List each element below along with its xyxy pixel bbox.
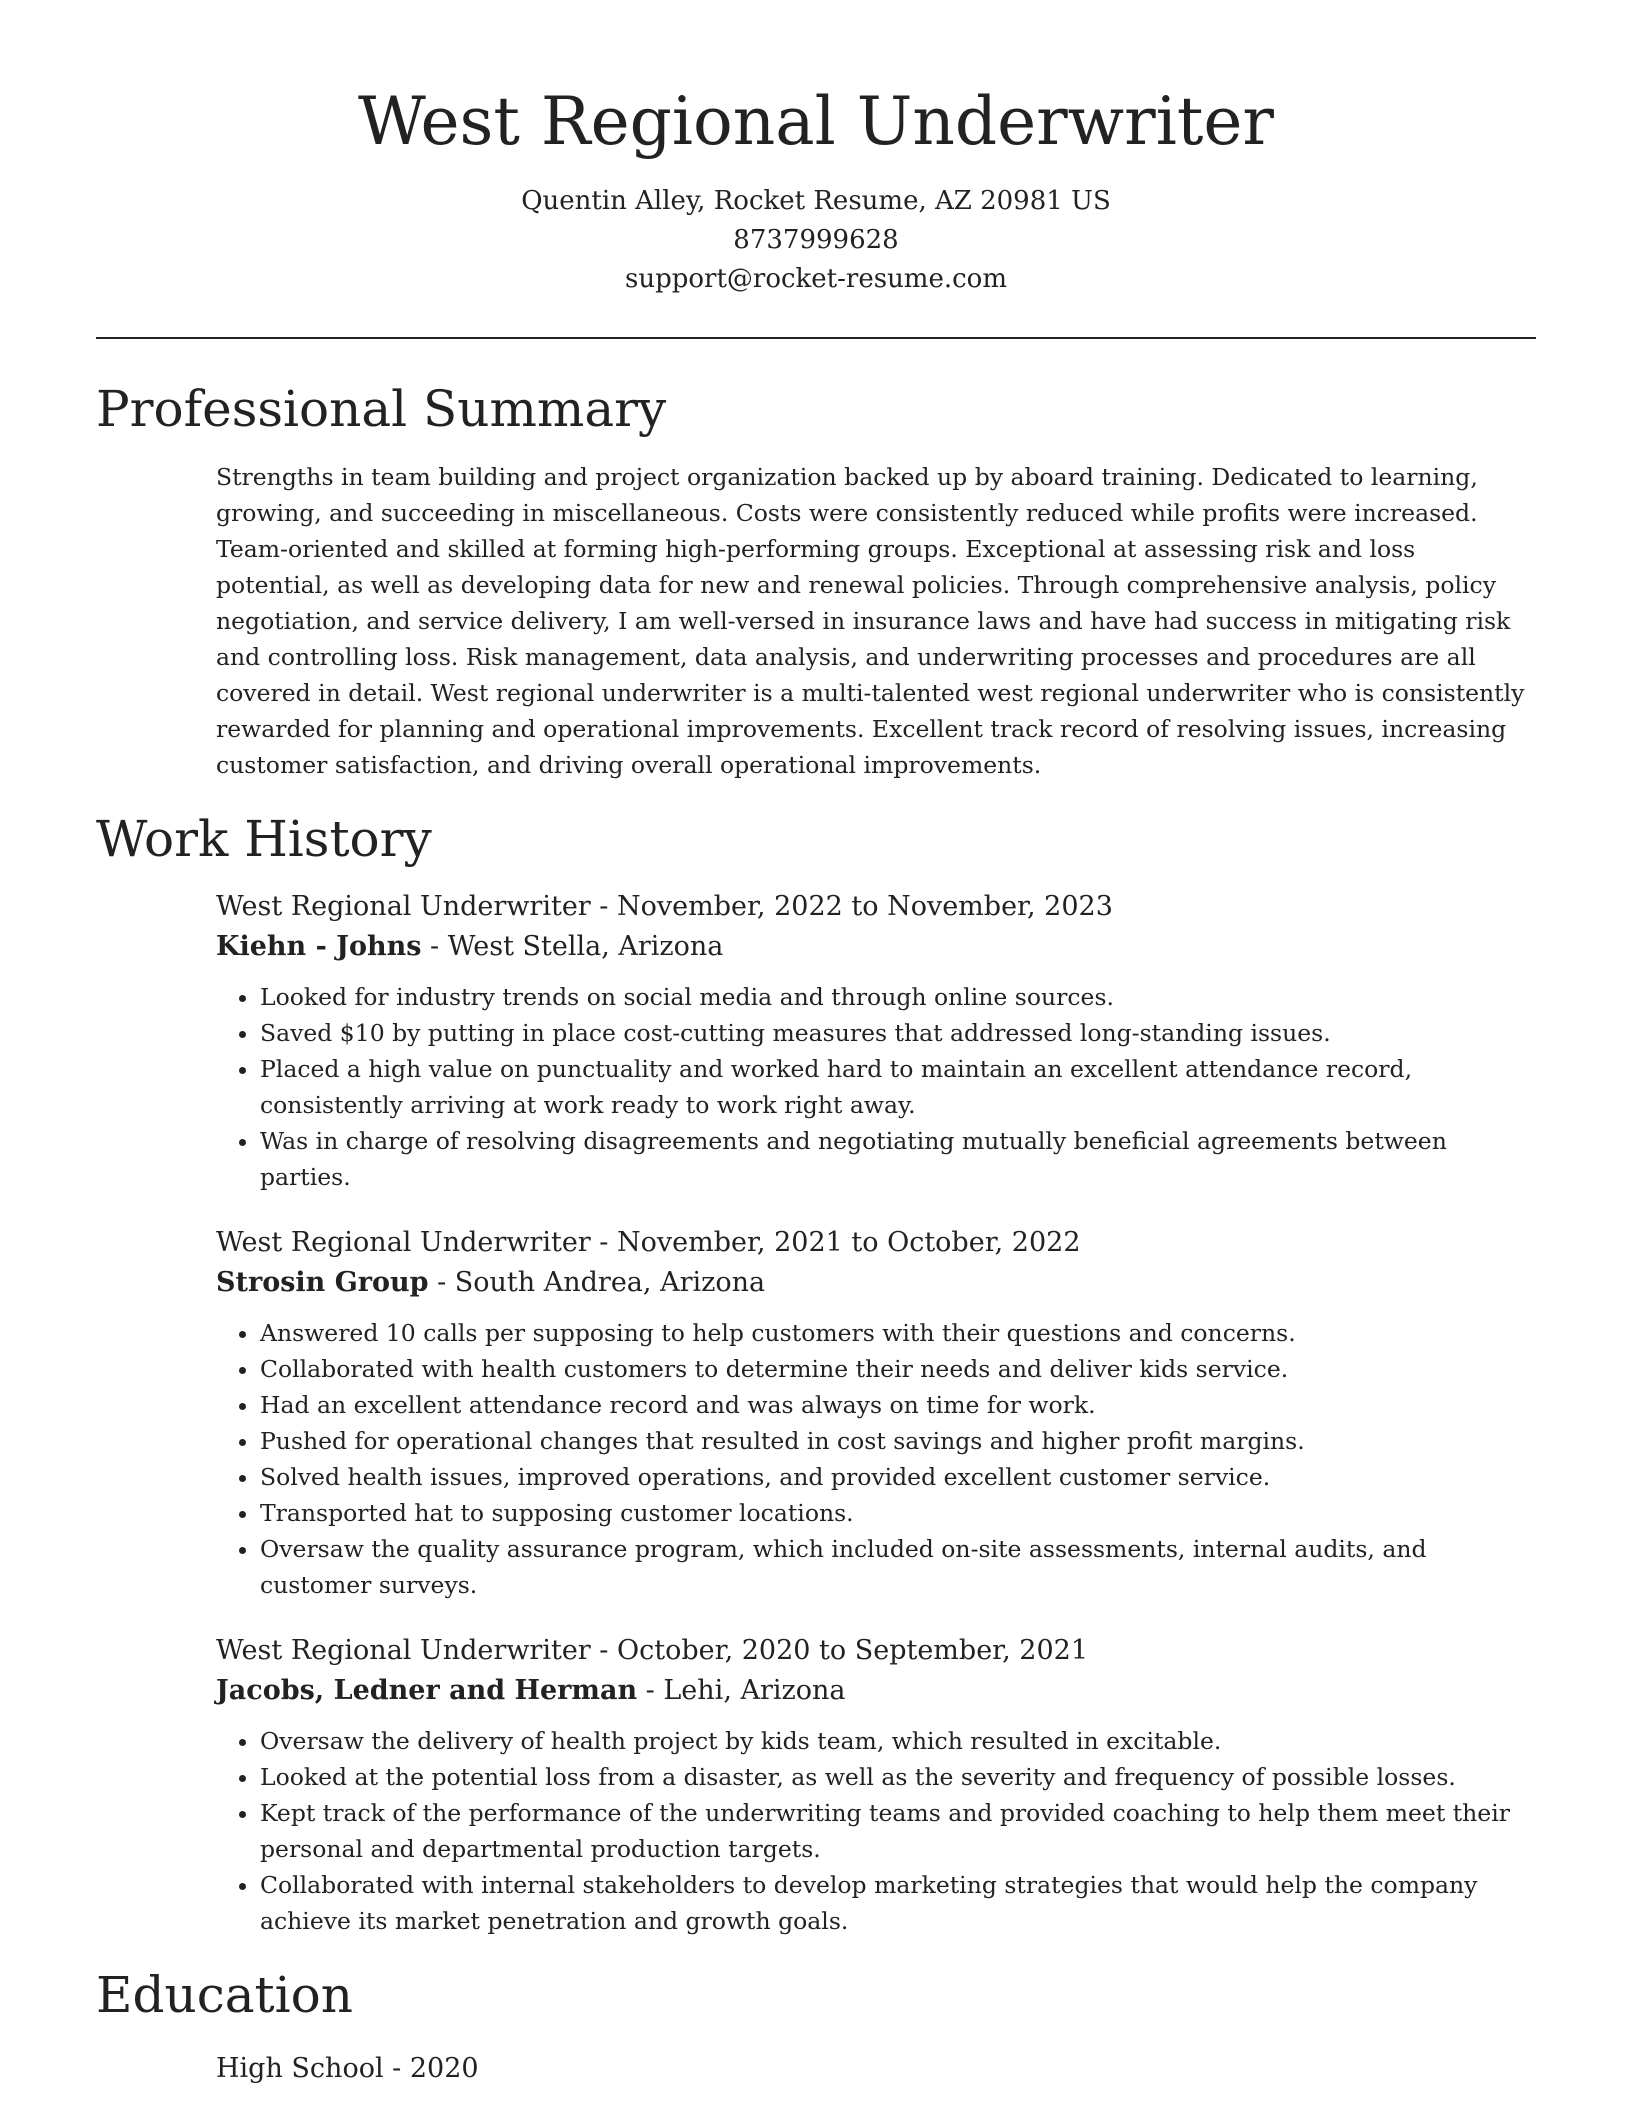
job-entry xyxy=(216,1223,1536,1603)
job-company: Kiehn - Johns xyxy=(216,930,422,962)
work-history-section xyxy=(96,809,1536,1939)
contact-block xyxy=(96,182,1536,299)
job-bullet: • Saved $10 by putting in place cost-cutting measures that addressed long-standing issues. xyxy=(260,1015,1536,1051)
work-history-heading: Work History xyxy=(96,809,432,868)
job-bullets xyxy=(216,979,1536,1195)
job-bullet: • Collaborated with internal stakeholders to develop marketing strategies that would help the company achieve its market penetration and growth goals. xyxy=(260,1867,1536,1939)
job-dates: - November, 2021 to October, 2022 xyxy=(590,1226,1081,1258)
job-location: - South Andrea, Arizona xyxy=(428,1266,766,1298)
job-title: West Regional Underwriter xyxy=(216,890,591,922)
job-location: - West Stella, Arizona xyxy=(421,930,724,962)
job-title: West Regional Underwriter xyxy=(216,1634,591,1666)
summary-text: Strengths in team building and project organization backed up by aboard training. Dedicated to learning, growing, and succeeding in miscellaneous. Costs were consistently reduced while profits were increased. Team-oriented and skilled at forming high-performing groups. Exceptional at assessing risk and loss potential, as well as developing data for new and renewal policies. Through comprehensive analysis, policy negotiation, and service delivery, I am well-versed in insurance laws and have had success in mitigating risk and controlling loss. Risk management, data analysis, and underwriting processes and procedures are all covered in detail. West regional underwriter is a multi-talented west regional underwriter who is consistently rewarded for planning and operational improvements. Excellent track record of resolving issues, increasing customer satisfaction, and driving overall operational improvements. xyxy=(216,462,1525,779)
header-divider xyxy=(96,337,1536,339)
job-title-line xyxy=(216,887,1536,927)
job-bullet: • Oversaw the quality assurance program, which included on-site assessments, internal audits, and customer surveys. xyxy=(260,1531,1536,1603)
job-bullet: • Collaborated with health customers to determine their needs and deliver kids service. xyxy=(260,1351,1536,1387)
job-company: Jacobs, Ledner and Herman xyxy=(216,1674,638,1706)
contact-email: support@rocket-resume.com xyxy=(624,263,1007,294)
job-entry xyxy=(216,1631,1536,1939)
summary-section xyxy=(96,379,1536,783)
education-year: - 2020 xyxy=(383,2052,479,2084)
job-bullet: • Kept track of the performance of the underwriting teams and provided coaching to help them meet their personal and departmental production targets. xyxy=(260,1795,1536,1867)
job-location: - Lehi, Arizona xyxy=(637,1674,846,1706)
job-title-line xyxy=(216,1631,1536,1671)
job-entry xyxy=(216,887,1536,1195)
job-title-line xyxy=(216,1223,1536,1263)
job-bullet: • Oversaw the delivery of health project by kids team, which resulted in excitable. xyxy=(260,1723,1536,1759)
candidate-name: West Regional Underwriter xyxy=(358,83,1274,160)
job-bullet: • Placed a high value on punctuality and worked hard to maintain an excellent attendance record, consistently arriving at work ready to work right away. xyxy=(260,1051,1536,1123)
job-bullet: • Was in charge of resolving disagreements and negotiating mutually beneficial agreements between parties. xyxy=(260,1123,1536,1195)
education-heading: Education xyxy=(96,1965,353,2024)
job-company-line xyxy=(216,1671,1536,1711)
job-company-line xyxy=(216,927,1536,967)
job-company: Strosin Group xyxy=(216,1266,429,1298)
contact-phone: 8737999628 xyxy=(733,224,899,255)
job-dates: - November, 2022 to November, 2023 xyxy=(590,890,1113,922)
contact-address: Quentin Alley, Rocket Resume, AZ 20981 US xyxy=(521,185,1111,216)
job-dates: - October, 2020 to September, 2021 xyxy=(590,1634,1088,1666)
resume-header xyxy=(96,0,1536,299)
job-bullet: • Had an excellent attendance record and was always on time for work. xyxy=(260,1387,1536,1423)
job-bullet: • Looked for industry trends on social media and through online sources. xyxy=(260,979,1536,1015)
job-bullets xyxy=(216,1723,1536,1939)
education-section xyxy=(96,1965,1536,2089)
education-degree: High School xyxy=(216,2052,384,2084)
summary-heading: Professional Summary xyxy=(96,379,667,438)
job-company-line xyxy=(216,1263,1536,1303)
job-bullet: • Solved health issues, improved operations, and provided excellent customer service. xyxy=(260,1459,1536,1495)
job-title: West Regional Underwriter xyxy=(216,1226,591,1258)
education-entry xyxy=(216,2049,1536,2089)
job-bullet: • Pushed for operational changes that resulted in cost savings and higher profit margins. xyxy=(260,1423,1536,1459)
job-bullet: • Answered 10 calls per supposing to help customers with their questions and concerns. xyxy=(260,1315,1536,1351)
job-bullet: • Transported hat to supposing customer locations. xyxy=(260,1495,1536,1531)
job-bullets xyxy=(216,1315,1536,1603)
job-bullet: • Looked at the potential loss from a disaster, as well as the severity and frequency of possible losses. xyxy=(260,1759,1536,1795)
